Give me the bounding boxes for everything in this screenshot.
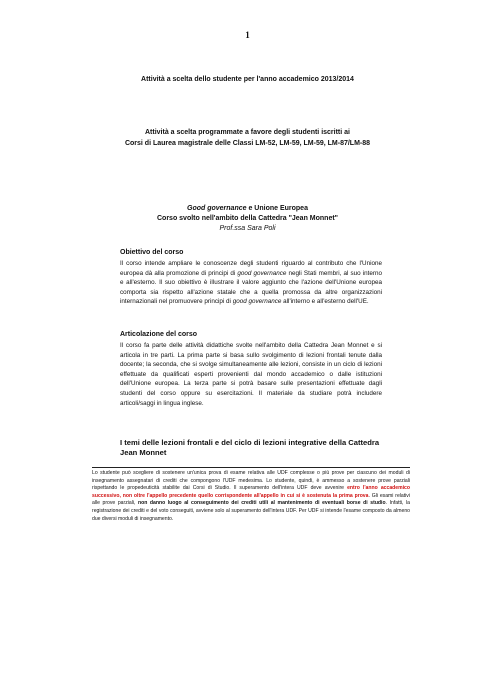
objective-heading: Obiettivo del corso	[120, 249, 184, 256]
structure-heading: Articolazione del corso	[120, 331, 198, 338]
footnote-text-bold: non danno luogo al conseguimento dei crediti utili al mantenimento di eventuali borse di studio	[137, 500, 386, 507]
themes-heading: I temi delle lezioni frontali e del ciclo di lezioni integrative della Cattedra Jean Monnet	[120, 438, 380, 457]
footnote-text-2: . Gli esami relativi alle prove parziali,	[92, 492, 410, 507]
footnote	[92, 470, 410, 523]
course-professor: Prof.ssa Sara Poli	[219, 225, 276, 232]
footnote-text-red: entro l'anno accademico successivo, non oltre l'appello precedente quello corrispondente all'appello in cui si è sostenuta la prima prova	[92, 485, 410, 499]
structure-paragraph: Il corso fa parte delle attività didattiche svolte nell'ambito della Cattedra Jean Monnet e si articola in tre parti. La prima parte si basa sullo svolgimento di lezioni frontali tenute dalla docente; la seconda, che si svolge simultaneamente alle lezioni, consiste in un ciclo di lezioni effettuate da qualificati esperti provenienti dal mondo accademico o dalle istituzioni dell'Unione europea. La terza parte si potrà basare sulle presentazioni effettuate dagli studenti del corso oppure su esercitazioni. Il materiale da studiare potrà includere articoli/saggi in lingua inglese.	[120, 342, 382, 407]
footnote-text-3: . Infatti, la registrazione dei crediti e del voto conseguiti, avviene solo al superamento dell'intera UDF. Per UDF si intende l'esame composto da almeno due diversi moduli di insegnamento.	[92, 500, 411, 522]
objective-text-3: all'interno e all'esterno dell'UE.	[281, 298, 369, 306]
course-title-block	[0, 204, 495, 234]
objective-paragraph	[120, 259, 382, 307]
objective-text-2: negli Stati membri, al suo interno e all'esterno. Il suo obiettivo è illustrare il valore aggiunto che l'azione dell'Unione europea comporta sia rispetto all'azione statale che a quella promossa da altre organizzazioni internazionali nel promuovere principi di	[120, 269, 382, 306]
objective-text-italic-1: good governance	[237, 269, 287, 277]
course-subtitle: Corso svolto nell'ambito della Cattedra "Jean Monnet"	[157, 215, 338, 222]
course-title-italic: Good governance	[187, 205, 247, 212]
course-title-rest: e Unione Europea	[246, 205, 308, 212]
programmes-line-1: Attività a scelta programmate a favore degli studenti iscritti ai	[144, 129, 350, 136]
programmes-line-2: Corsi di Laurea magistrale delle Classi LM-52, LM-59, LM-59, LM-87/LM-88	[124, 140, 371, 147]
document-header: Attività a scelta dello studente per l'anno accademico 2013/2014	[141, 76, 354, 83]
footnote-text-1: Lo studente può scegliere di sostenere un'unica prova di esame relativa alle UDF complesse o più prove per ciascuno dei moduli di insegnamento assegnatari di crediti che compongono l'UDF medesima. Lo studente, quindi, è ammesso a sostenere prove parziali rispettando le propedeuticità stabilite dai Corsi di Studio. Il superamento dell'intera UDF deve avvenire	[92, 470, 410, 492]
course-title	[0, 204, 495, 214]
objective-text-italic-2: good governance	[232, 298, 282, 306]
objective-text-1: Il corso intende ampliare le conoscenze degli studenti riguardo al contributo che l'Unione europea dà alla promozione di principi di	[120, 260, 382, 277]
page-number: 1	[245, 30, 250, 40]
footnote-divider	[92, 467, 410, 468]
